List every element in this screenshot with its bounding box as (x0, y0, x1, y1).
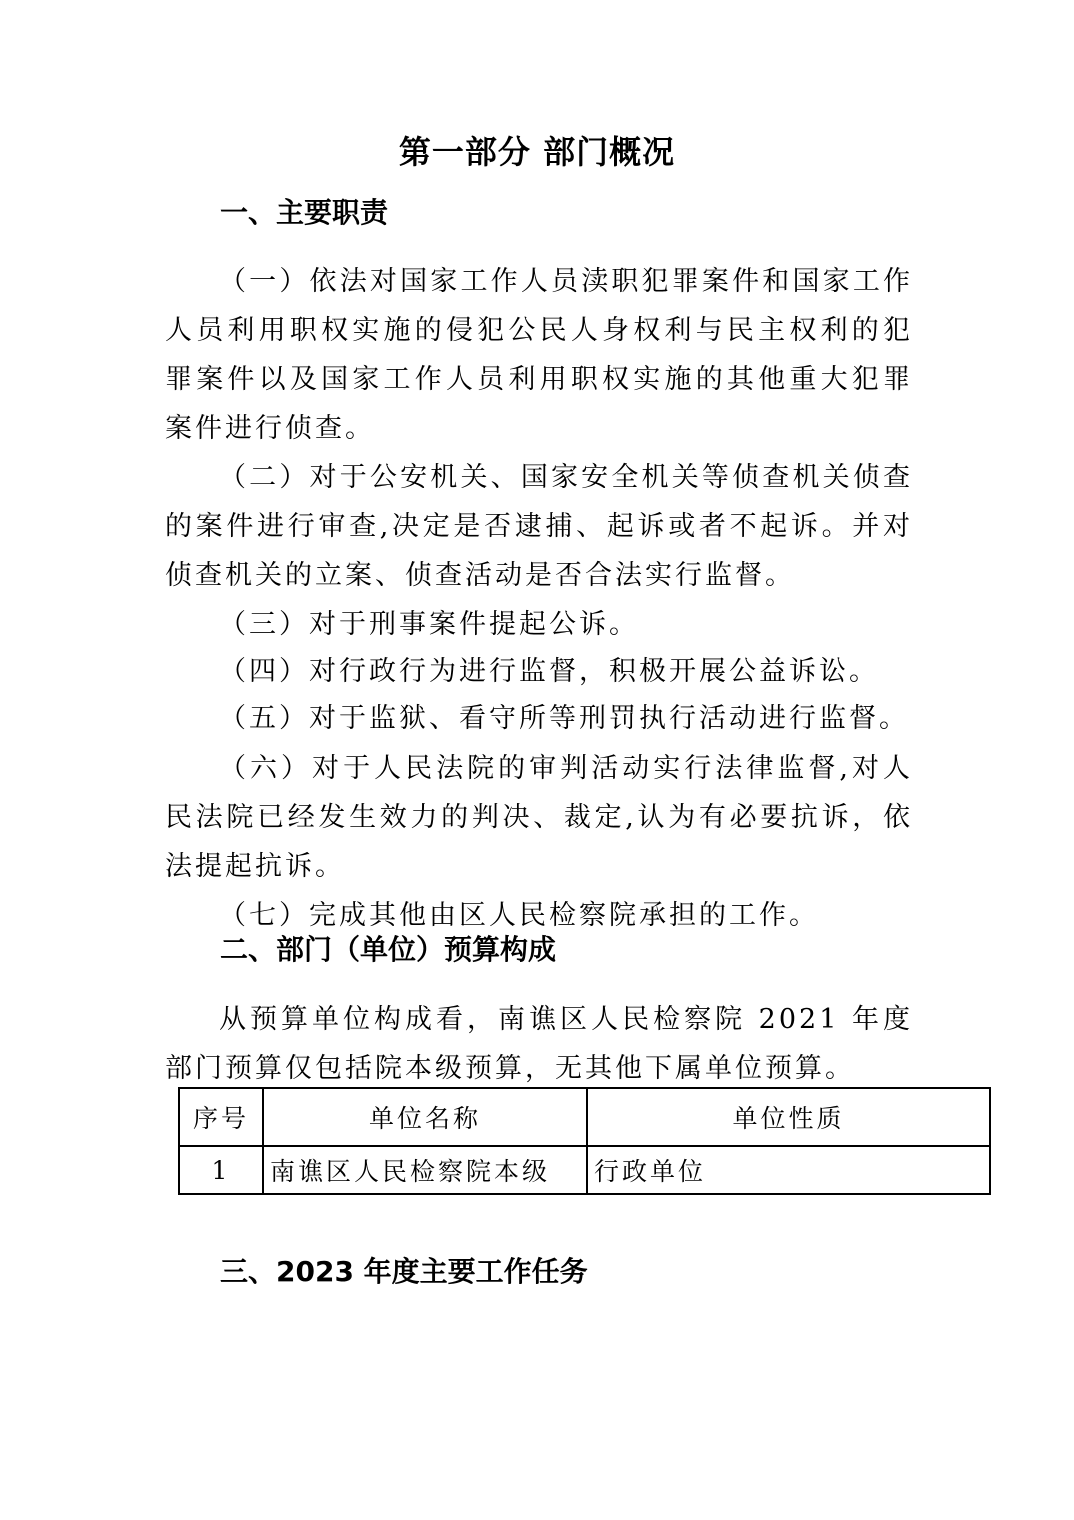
header-unit-name: 单位名称 (263, 1088, 587, 1146)
header-index: 序号 (179, 1088, 263, 1146)
duty-item-4: （四）对行政行为进行监督，积极开展公益诉讼。 (219, 656, 879, 687)
duty-item-1: （一）依法对国家工作人员渎职犯罪案件和国家工作人员利用职权实施的侵犯公民人身权利与民主权利的犯罪案件以及国家工作人员利用职权实施的其他重大犯罪案件进行侦查。 (165, 266, 913, 444)
table-header-row (179, 1088, 990, 1146)
section-heading-duties: 一、主要职责 (220, 196, 389, 229)
page-title: 第一部分 部门概况 (398, 133, 676, 171)
duty-item-5: （五）对于监狱、看守所等刑罚执行活动进行监督。 (219, 703, 909, 734)
duty-item-7: （七）完成其他由区人民检察院承担的工作。 (219, 900, 819, 931)
duty-item-3: （三）对于刑事案件提起公诉。 (219, 609, 639, 640)
table-row (179, 1146, 990, 1194)
header-unit-type: 单位性质 (587, 1088, 990, 1146)
budget-units-table (178, 1087, 991, 1195)
cell-unit-name: 南谯区人民检察院本级 (263, 1146, 587, 1194)
cell-index: 1 (179, 1146, 263, 1194)
section-heading-tasks: 三、2023 年度主要工作任务 (220, 1255, 588, 1288)
duty-item-2: （二）对于公安机关、国家安全机关等侦查机关侦查的案件进行审查,决定是否逮捕、起诉或者不起诉。并对侦查机关的立案、侦查活动是否合法实行监督。 (165, 462, 913, 591)
section-heading-budget: 二、部门（单位）预算构成 (220, 933, 557, 966)
cell-unit-type: 行政单位 (587, 1146, 990, 1194)
duty-item-6: （六）对于人民法院的审判活动实行法律监督,对人民法院已经发生效力的判决、裁定,认为有必要抗诉，依法提起抗诉。 (165, 753, 913, 882)
budget-composition-text: 从预算单位构成看，南谯区人民检察院 2021 年度部门预算仅包括院本级预算，无其他下属单位预算。 (165, 1004, 913, 1084)
